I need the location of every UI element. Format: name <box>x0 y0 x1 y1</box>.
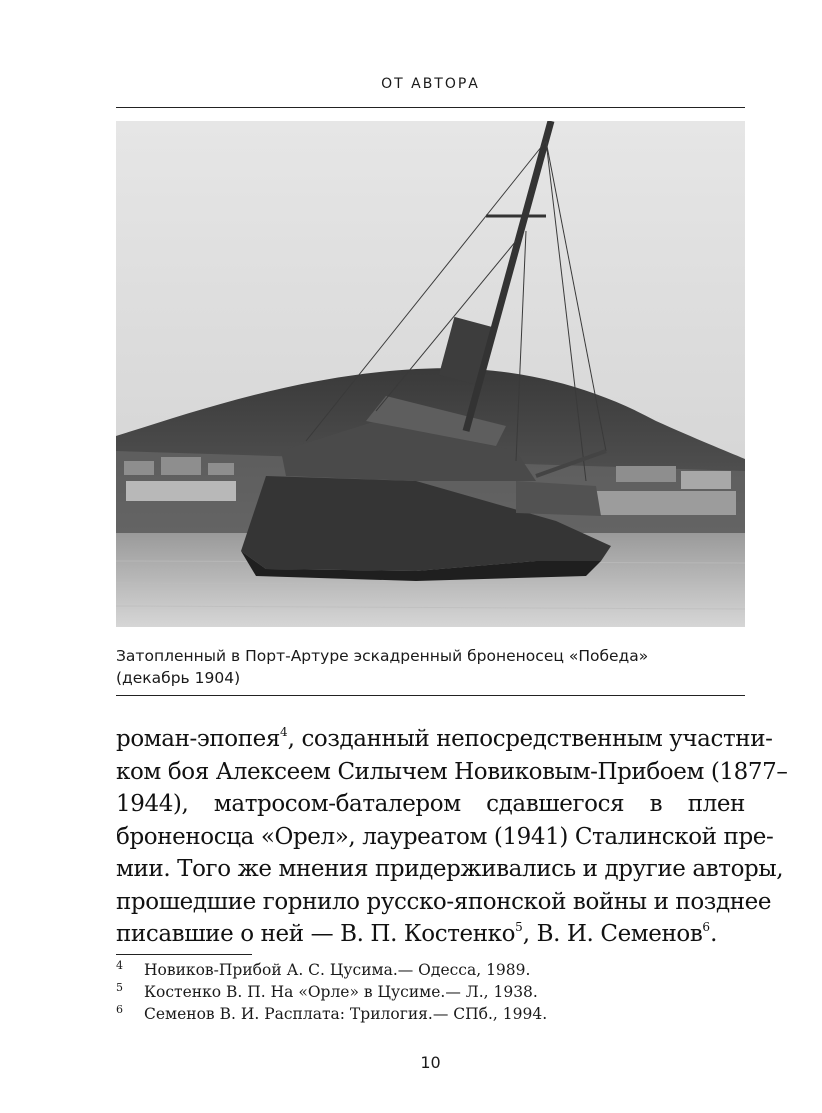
footnote-number: 6 <box>116 1003 123 1016</box>
footnote-ref[interactable]: 4 <box>279 725 288 739</box>
header-rule <box>116 107 745 108</box>
page-number: 10 <box>420 1053 441 1072</box>
caption-line: (декабрь 1904) <box>116 669 241 687</box>
body-line: мии. Того же мнения придерживались и другие авторы, <box>116 856 784 882</box>
figure-caption <box>116 645 745 689</box>
footnote-text: Новиков-Прибой А. С. Цусима.— Одесса, 1989. <box>144 961 531 979</box>
footnotes <box>116 959 745 1025</box>
caption-rule <box>116 695 745 696</box>
footnote-ref[interactable]: 5 <box>515 920 523 934</box>
footnote <box>116 1003 745 1025</box>
body-line: броненосца «Орел», лауреатом (1941) Сталинской пре- <box>116 823 774 850</box>
body-line: писавшие о ней — В. П. Костенко$^5$, В. И. Семенов$^6$. <box>116 920 717 947</box>
footnote-text: Костенко В. П. На «Орле» в Цусиме.— Л., 1938. <box>144 983 538 1001</box>
body-line: 1944), матросом-баталером сдавшегося в плен <box>116 791 745 817</box>
body-line: ком боя Алексеем Силычем Новиковым-Прибоем (1877– <box>116 758 788 785</box>
footnote-text: Семенов В. И. Расплата: Трилогия.— СПб., 1994. <box>144 1005 548 1023</box>
footnote-number: 5 <box>116 981 123 994</box>
photo-sunken-battleship <box>116 121 745 627</box>
footnote <box>116 959 745 981</box>
body-paragraph <box>116 723 788 951</box>
footnote <box>116 981 745 1003</box>
footnote-number: 4 <box>116 959 123 972</box>
body-line: роман-эпопея$^4$, созданный непосредственным участни- <box>116 725 773 752</box>
footnote-ref[interactable]: 6 <box>702 920 711 934</box>
running-header: ОТ АВТОРА <box>381 76 480 92</box>
body-line: прошедшие горнило русско-японской войны и позднее <box>116 888 772 915</box>
caption-line: Затопленный в Порт-Артуре эскадренный броненосец «Победа» <box>116 647 649 665</box>
